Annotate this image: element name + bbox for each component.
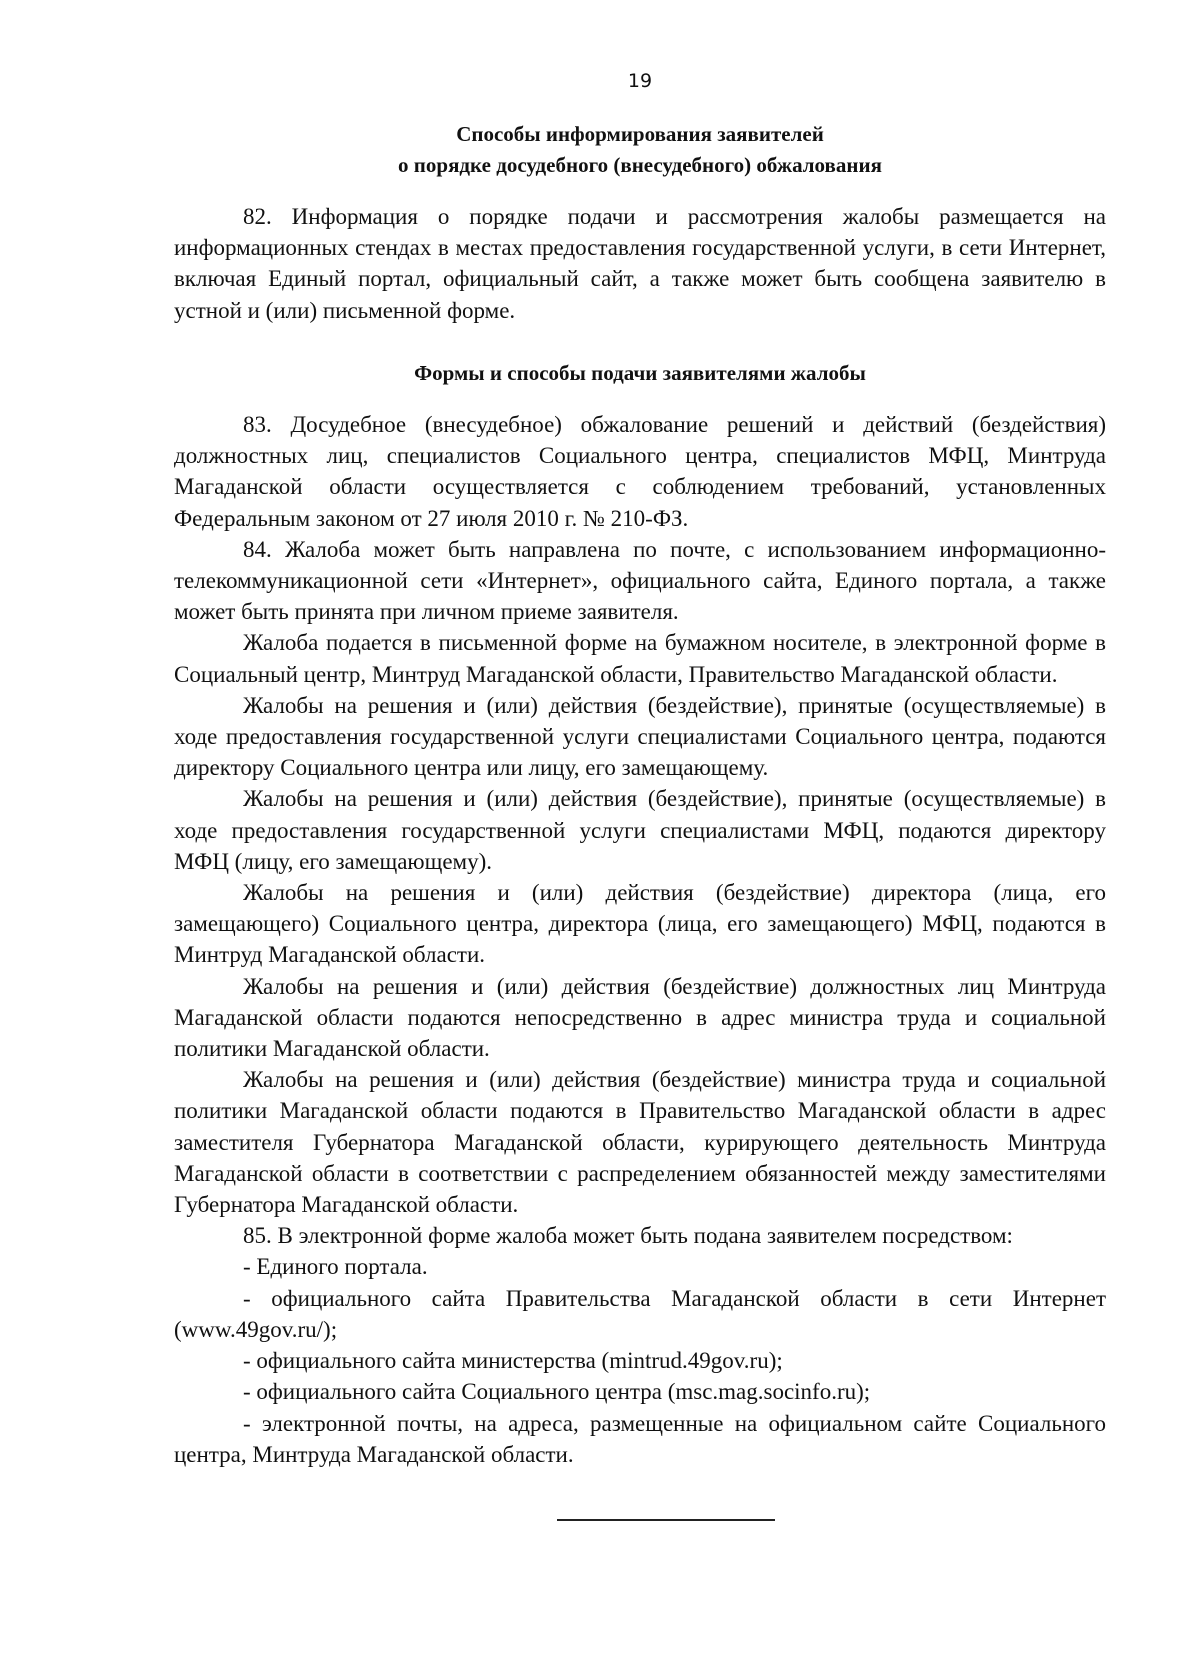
heading-line-2: о порядке досудебного (внесудебного) обжалования <box>398 153 882 177</box>
paragraph-83: 83. Досудебное (внесудебное) обжалование решений и действий (бездействия) должностных лиц, специалистов Социального центра, специалистов МФЦ, Минтруда Магаданской области осуществляется с соблюдением требований, установленных Федеральным законом от 27 июля 2010 г. № 210-ФЗ. <box>174 412 1106 531</box>
paragraph-block-83-85 <box>174 409 1106 1470</box>
paragraph: Жалоба подается в письменной форме на бумажном носителе, в электронной форме в Социальный центр, Минтруд Магаданской области, Правительство Магаданской области. <box>174 630 1106 687</box>
list-item: - официального сайта Правительства Магаданской области в сети Интернет (www.49gov.ru/); <box>174 1285 1106 1342</box>
paragraph: Жалобы на решения и (или) действия (бездействие) директора (лица, его замещающего) Социального центра, директора (лица, его замещающего) МФЦ, подаются в Минтруд Магаданской области. <box>174 880 1106 968</box>
paragraph: Жалобы на решения и (или) действия (бездействие) должностных лиц Минтруда Магаданской области подаются непосредственно в адрес министра труда и социальной политики Магаданской области. <box>174 973 1106 1062</box>
section-heading-forms: Формы и способы подачи заявителями жалобы <box>414 361 866 385</box>
paragraph: Жалобы на решения и (или) действия (бездействие) министра труда и социальной политики Магаданской области подаются в Правительство Магаданской области в адрес заместителя Губернатора Магаданской области, курирующего деятельность Минтруда Магаданской области в соответствии с распределением обязанностей между заместителями Губернатора Магаданской области. <box>174 1067 1106 1218</box>
list-item: - официального сайта министерства (mintrud.49gov.ru); <box>243 1348 783 1374</box>
heading-line-1: Способы информирования заявителей <box>456 122 824 146</box>
section-heading-informing <box>174 119 1106 181</box>
paragraph: Жалобы на решения и (или) действия (бездействие), принятые (осуществляемые) в ходе предоставления государственной услуги специалистами Социального центра, подаются директору Социального центра или лицу, его замещающему. <box>174 692 1106 781</box>
paragraph-85: 85. В электронной форме жалоба может быть подана заявителем посредством: <box>243 1223 1013 1249</box>
page-number: 19 <box>627 70 653 92</box>
paragraph-82: 82. Информация о порядке подачи и рассмотрения жалобы размещается на информационных стендах в местах предоставления государственной услуги, в сети Интернет, включая Единый портал, официальный сайт, а также может быть сообщена заявителю в устной и (или) письменной форме. <box>174 204 1106 323</box>
paragraph-block-82 <box>174 201 1106 326</box>
list-item: - Единого портала. <box>243 1254 428 1280</box>
list-item: - электронной почты, на адреса, размещенные на официальном сайте Социального центра, Минтруда Магаданской области. <box>174 1410 1106 1467</box>
paragraph: Жалобы на решения и (или) действия (бездействие), принятые (осуществляемые) в ходе предоставления государственной услуги специалистами МФЦ, подаются директору МФЦ (лицу, его замещающему). <box>174 786 1106 874</box>
paragraph-84: 84. Жалоба может быть направлена по почте, с использованием информационно-телекоммуникационной сети «Интернет», официального сайта, Единого портала, а также может быть принята при личном приеме заявителя. <box>174 536 1106 625</box>
end-rule <box>557 1519 775 1521</box>
list-item: - официального сайта Социального центра (msc.mag.socinfo.ru); <box>243 1379 871 1405</box>
